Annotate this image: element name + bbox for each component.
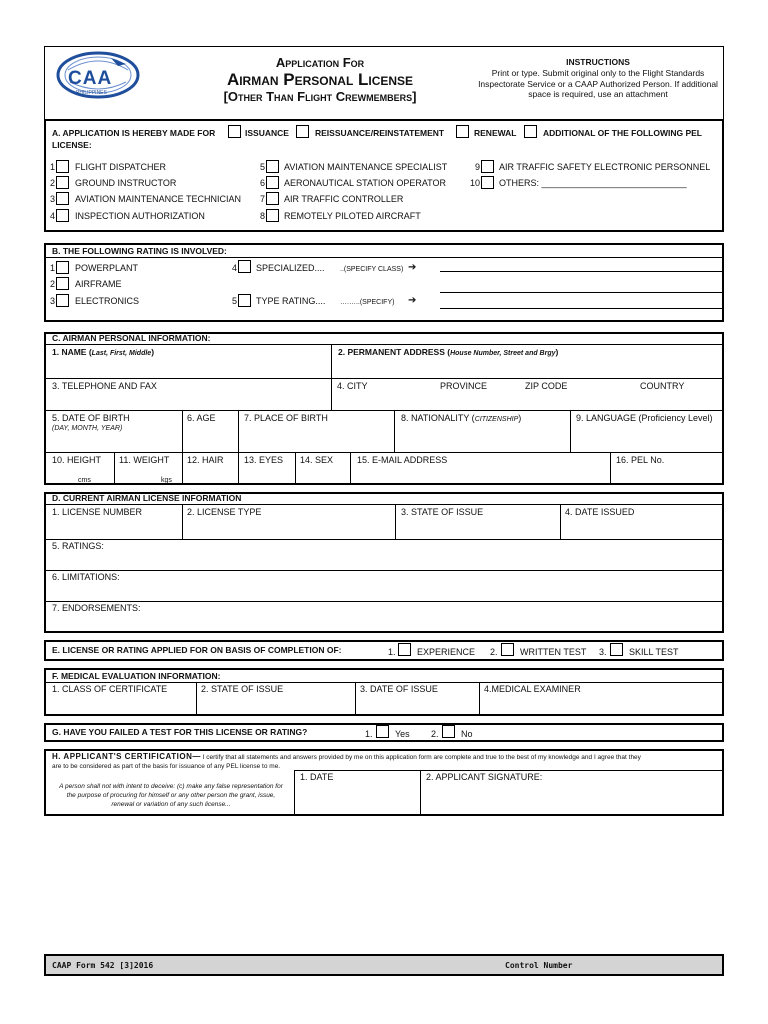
title-line1: Application For [275, 55, 365, 70]
renewal-checkbox[interactable] [456, 125, 469, 138]
ams-label: AVIATION MAINTENANCE SPECIALIST [284, 162, 448, 172]
section-e-heading: E. LICENSE OR RATING APPLIED FOR ON BASIS OF COMPLETION OF: [52, 645, 342, 655]
a-item-num: 2 [49, 178, 55, 188]
zip-label: ZIP CODE [525, 381, 568, 391]
c-divider [44, 452, 724, 453]
name-close: ) [151, 347, 155, 357]
c-vline [238, 452, 239, 485]
weight-label: 11. WEIGHT [119, 455, 170, 465]
section-g-heading: G. HAVE YOU FAILED A TEST FOR THIS LICENSE OR RATING? [52, 727, 308, 737]
c-vline [114, 452, 115, 485]
name-label [52, 347, 154, 359]
c-vline [610, 452, 611, 485]
instructions-text: Print or type. Submit original only to the Flight Standards Inspectorate Service or a CAAP Authorized Person. If additional space is required, use an attachment [478, 68, 718, 99]
date-issued-label: 4. DATE ISSUED [565, 507, 635, 517]
certification-text [52, 752, 720, 771]
rpa-label: REMOTELY PILOTED AIRCRAFT [284, 211, 421, 221]
amt-label: AVIATION MAINTENANCE TECHNICIAN [75, 194, 242, 204]
arrow-icon: ➔ [408, 295, 417, 306]
b-item-num: 3 [49, 296, 55, 306]
rpa-checkbox[interactable] [266, 209, 279, 222]
control-number-label: Control Number [505, 961, 573, 970]
license-number-label: 1. LICENSE NUMBER [52, 507, 143, 517]
warning-text: A person shall not with intent to deceive: (c) make any false representation for the purpose of procuring for himself or any other person the grant, issue, renewal or variation of any such license... [59, 783, 283, 808]
nationality-close: ) [518, 413, 522, 423]
a-item-num: 1 [49, 162, 55, 172]
f-divider [44, 682, 724, 683]
aso-label: AERONAUTICAL STATION OPERATOR [284, 178, 447, 188]
a-item-num: 3 [49, 194, 55, 204]
a-item-num: 6 [259, 178, 265, 188]
h-divider [294, 770, 724, 771]
city-label: 4. CITY [337, 381, 368, 391]
country-label: COUNTRY [640, 381, 685, 391]
g-yes-num: 1. [365, 729, 373, 739]
license-type-label: 2. LICENSE TYPE [187, 507, 262, 517]
d-vline [395, 504, 396, 539]
ground-instructor-label: GROUND INSTRUCTOR [75, 178, 177, 188]
a-item-num: 5 [259, 162, 265, 172]
title-line3: [Other Than Flight Crewmembers] [223, 89, 417, 104]
title-line2: Airman Personal License [226, 70, 414, 89]
amt-checkbox[interactable] [56, 192, 69, 205]
type-rating-checkbox[interactable] [238, 294, 251, 307]
written-test-checkbox[interactable] [501, 643, 514, 656]
c-vline [182, 410, 183, 452]
arrow-icon: ➔ [408, 262, 417, 273]
ams-checkbox[interactable] [266, 160, 279, 173]
no-checkbox[interactable] [442, 725, 455, 738]
e-opt3-num: 3. [599, 647, 607, 657]
caa-logo [56, 50, 140, 100]
d-divider [44, 539, 724, 540]
logo-subtext: PHILIPPINES [76, 90, 107, 96]
others-label[interactable]: OTHERS: _____________________________ [499, 178, 687, 188]
section-a-license: LICENSE: [52, 140, 92, 150]
nationality-label [401, 413, 521, 425]
hair-label: 12. HAIR [187, 455, 224, 465]
experience-checkbox[interactable] [398, 643, 411, 656]
limitations-label: 6. LIMITATIONS: [52, 572, 120, 582]
endorsements-label: 7. ENDORSEMENTS: [52, 603, 141, 613]
province-label: PROVINCE [440, 381, 488, 391]
d-divider [44, 601, 724, 602]
aso-checkbox[interactable] [266, 176, 279, 189]
weight-unit: kgs [161, 477, 172, 484]
powerplant-label: POWERPLANT [75, 263, 139, 273]
h-vline [294, 770, 295, 816]
a-item-num: 8 [259, 211, 265, 221]
section-a-heading: A. APPLICATION IS HEREBY MADE FOR [52, 128, 216, 138]
c-vline [182, 452, 183, 485]
others-checkbox[interactable] [481, 176, 494, 189]
flight-dispatcher-label: FLIGHT DISPATCHER [75, 162, 167, 172]
dob-label: 5. DATE OF BIRTH [52, 413, 130, 423]
f-vline [479, 682, 480, 716]
pel-label: 16. PEL No. [616, 455, 665, 465]
d-divider [44, 570, 724, 571]
type-rating-input-line[interactable] [440, 292, 722, 293]
name-label-text: 1. NAME ( [52, 347, 92, 357]
dob-hint: (DAY, MONTH, YEAR) [52, 425, 123, 432]
inspection-authorization-checkbox[interactable] [56, 209, 69, 222]
logo-text: CAA [68, 68, 113, 89]
address-hint: House Number, Street and Brgy [450, 350, 556, 357]
h-vline [420, 770, 421, 816]
additional-checkbox[interactable] [524, 125, 537, 138]
cert-line1: I certify that all statements and answers provided by me on this application form are complete and true to the best of my knowledge and I agree that they [202, 754, 641, 761]
sex-label: 14. SEX [300, 455, 334, 465]
form-title [170, 55, 470, 105]
ratings-label: 5. RATINGS: [52, 541, 104, 551]
a-item-num: 7 [259, 194, 265, 204]
issuance-label: ISSUANCE [245, 128, 289, 138]
section-b-divider [44, 257, 724, 258]
section-b-heading: B. THE FOLLOWING RATING IS INVOLVED: [52, 246, 227, 256]
c-vline [350, 452, 351, 485]
class-of-certificate-label: 1. CLASS OF CERTIFICATE [52, 684, 168, 694]
specify-hint: ….…..(SPECIFY) [340, 299, 395, 306]
g-no-num: 2. [431, 729, 439, 739]
language-label: 9. LANGUAGE (Proficiency Level) [576, 413, 713, 423]
email-label: 15. E-MAIL ADDRESS [357, 455, 448, 465]
f-vline [355, 682, 356, 716]
b-item-num: 1 [49, 263, 55, 273]
skill-test-checkbox[interactable] [610, 643, 623, 656]
atc-label: AIR TRAFFIC CONTROLLER [284, 194, 404, 204]
b-item-num: 5 [231, 296, 237, 306]
section-f-heading: F. MEDICAL EVALUATION INFORMATION: [52, 671, 221, 681]
c-vline [238, 410, 239, 452]
d-divider [44, 504, 724, 505]
c-divider [44, 378, 724, 379]
address-label-text: 2. PERMANENT ADDRESS ( [338, 347, 451, 357]
instructions [478, 57, 718, 100]
no-label: No [461, 729, 473, 739]
yes-checkbox[interactable] [376, 725, 389, 738]
airframe-label: AIRFRAME [75, 279, 122, 289]
c-vline [394, 410, 395, 452]
c-vline [295, 452, 296, 485]
pob-label: 7. PLACE OF BIRTH [244, 413, 328, 423]
experience-label: EXPERIENCE [417, 647, 476, 657]
form-number: CAAP Form 542 [3]2016 [52, 961, 154, 970]
address-label [338, 347, 558, 359]
section-h-heading: H. APPLICANT'S CERTIFICATION— [52, 752, 201, 761]
atc-checkbox[interactable] [266, 192, 279, 205]
inspection-authorization-label: INSPECTION AUTHORIZATION [75, 211, 205, 221]
type-rating-label: TYPE RATING.... [256, 296, 326, 306]
c-vline [570, 410, 571, 452]
type-rating-input-line-2[interactable] [440, 308, 722, 309]
specialized-label: SPECIALIZED.... [256, 263, 325, 273]
a-item-num: 4 [49, 211, 55, 221]
additional-label: ADDITIONAL OF THE FOLLOWING PEL [543, 128, 702, 138]
ground-instructor-checkbox[interactable] [56, 176, 69, 189]
d-state-label: 3. STATE OF ISSUE [401, 507, 484, 517]
e-opt2-num: 2. [490, 647, 498, 657]
section-c-heading: C. AIRMAN PERSONAL INFORMATION: [52, 333, 211, 343]
medical-examiner-label: 4.MEDICAL EXAMINER [484, 684, 581, 694]
airframe-checkbox[interactable] [56, 277, 69, 290]
e-opt1-num: 1. [388, 647, 396, 657]
b-item-num: 4 [231, 263, 237, 273]
d-vline [182, 504, 183, 539]
d-vline [560, 504, 561, 539]
renewal-label: RENEWAL [474, 128, 517, 138]
atsep-checkbox[interactable] [481, 160, 494, 173]
b-item-num: 2 [49, 279, 55, 289]
f-vline [196, 682, 197, 716]
specialized-checkbox[interactable] [238, 260, 251, 273]
electronics-label: ELECTRONICS [75, 296, 140, 306]
cert-line2: are to be considered as part of the basis for issuance of any PEL license to me. [52, 763, 281, 770]
skill-test-label: SKILL TEST [629, 647, 679, 657]
a-item-num: 9 [474, 162, 480, 172]
reissuance-checkbox[interactable] [296, 125, 309, 138]
f-state-label: 2. STATE OF ISSUE [201, 684, 284, 694]
age-label: 6. AGE [187, 413, 216, 423]
reissuance-label: REISSUANCE/REINSTATEMENT [315, 128, 445, 138]
powerplant-checkbox[interactable] [56, 261, 69, 274]
height-label: 10. HEIGHT [52, 455, 102, 465]
yes-label: Yes [395, 729, 410, 739]
address-close: ) [555, 347, 559, 357]
specialized-input-line[interactable] [440, 271, 722, 272]
date-of-issue-label: 3. DATE OF ISSUE [360, 684, 438, 694]
signature-label: 2. APPLICANT SIGNATURE: [426, 772, 543, 782]
a-item-num: 10 [469, 178, 480, 188]
issuance-checkbox[interactable] [228, 125, 241, 138]
c-divider [44, 344, 724, 345]
section-d-heading: D. CURRENT AIRMAN LICENSE INFORMATION [52, 493, 242, 503]
specify-class-hint: ..(SPECIFY CLASS) [340, 266, 404, 273]
nationality-hint: CITIZENSHIP [474, 416, 519, 423]
nationality-label-text: 8. NATIONALITY ( [401, 413, 475, 423]
height-unit: cms [78, 477, 91, 484]
electronics-checkbox[interactable] [56, 294, 69, 307]
h-date-label: 1. DATE [300, 772, 334, 782]
phone-label: 3. TELEPHONE AND FAX [52, 381, 157, 391]
c-divider [44, 410, 724, 411]
written-test-label: WRITTEN TEST [520, 647, 587, 657]
instructions-title: INSTRUCTIONS [566, 57, 630, 67]
name-hint: Last, First, Middle [91, 350, 152, 357]
flight-dispatcher-checkbox[interactable] [56, 160, 69, 173]
eyes-label: 13. EYES [244, 455, 284, 465]
atsep-label: AIR TRAFFIC SAFETY ELECTRONIC PERSONNEL [499, 162, 711, 172]
